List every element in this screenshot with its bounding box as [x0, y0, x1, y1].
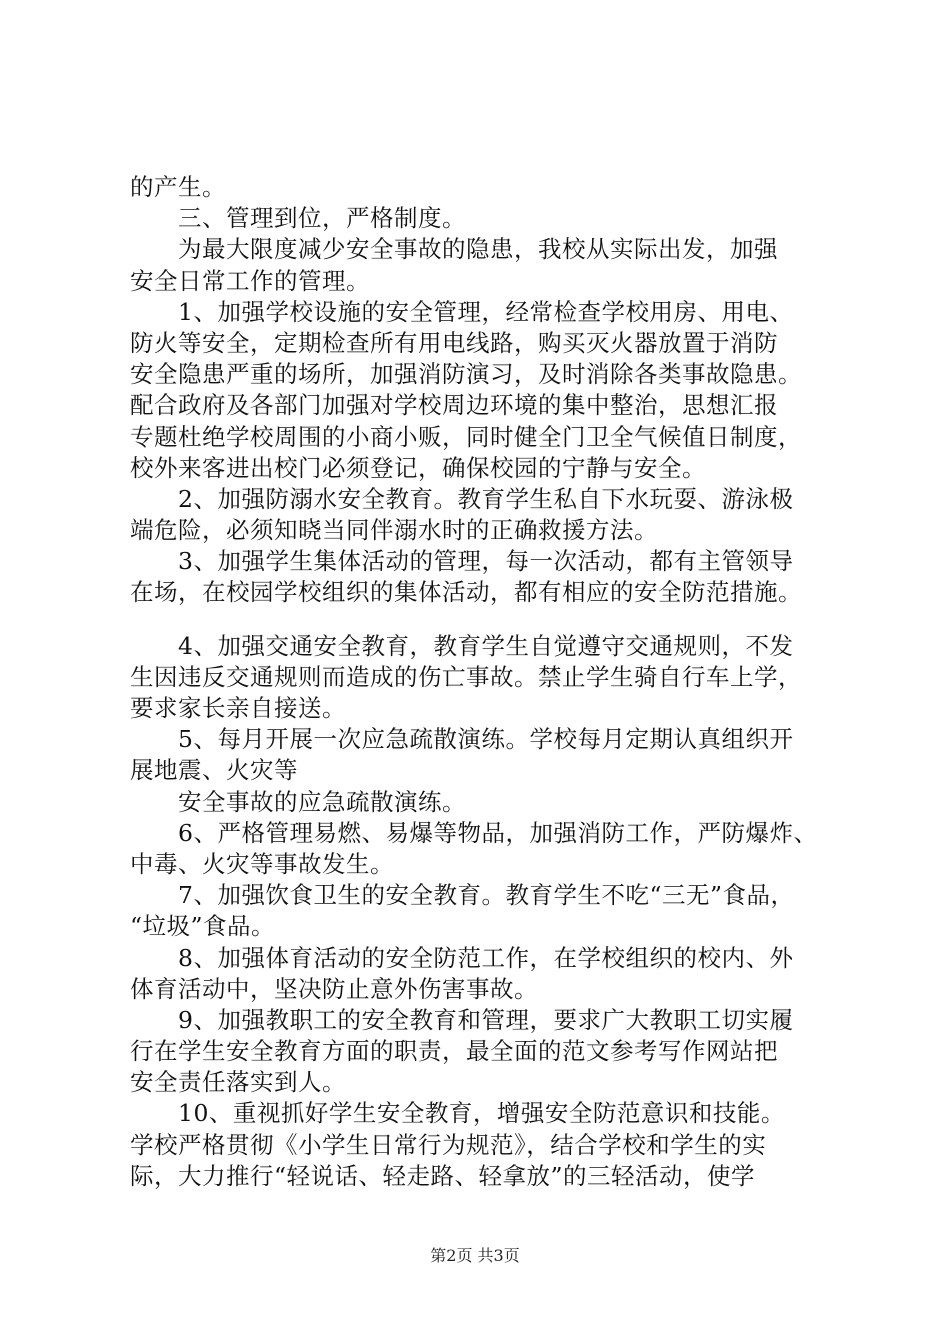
text-line: 端危险，必须知晓当同伴溺水时的正确救援方法。	[130, 516, 658, 545]
text-line: 在场，在校园学校组织的集体活动，都有相应的安全防范措施。	[130, 578, 802, 607]
text-line: 展地震、火灾等	[130, 756, 298, 785]
text-line: 三、管理到位，严格制度。	[178, 204, 466, 233]
text-line: 要求家长亲自接送。	[130, 694, 346, 722]
text-line: 为最大限度减少安全事故的隐患，我校从实际出发，加强	[178, 235, 778, 264]
text-line: 的产生。	[130, 173, 226, 201]
document-body	[130, 172, 850, 1192]
text-line: 4、加强交通安全教育，教育学生自觉遵守交通规则，不发	[178, 631, 794, 660]
text-line: “垃圾”食品。	[130, 912, 276, 941]
text-line: 安全事故的应急疏散演练。	[178, 787, 466, 816]
text-line: 安全日常工作的管理。	[130, 266, 370, 295]
text-line: 学校严格贯彻《小学生日常行为规范》，结合学校和学生的实	[130, 1130, 767, 1159]
paragraph-gap	[130, 609, 850, 631]
text-line: 8、加强体育活动的安全防范工作，在学校组织的校内、外	[178, 943, 794, 972]
text-line: 专题杜绝学校周围的小商小贩，同时健全门卫全气候值日制度，	[130, 422, 802, 451]
text-line: 7、加强饮食卫生的安全教育。教育学生不吃“三无”食品，	[178, 881, 795, 910]
text-line: 防火等安全，定期检查所有用电线路，购买灭火器放置于消防	[130, 328, 778, 357]
text-line: 5、每月开展一次应急疏散演练。学校每月定期认真组织开	[178, 725, 794, 754]
text-line: 1、加强学校设施的安全管理，经常检查学校用房、用电、	[178, 297, 794, 326]
text-line: 9、加强教职工的安全教育和管理，要求广大教职工切实履	[178, 1005, 794, 1034]
text-line: 3、加强学生集体活动的管理，每一次活动，都有主管领导	[178, 547, 794, 576]
text-line: 安全责任落实到人。	[130, 1068, 346, 1097]
text-line: 中毒、火灾等事故发生。	[130, 849, 394, 878]
text-line: 6、严格管理易燃、易爆等物品，加强消防工作，严防爆炸、	[178, 818, 818, 847]
page-footer: 第2页 共3页	[430, 1246, 520, 1265]
text-line: 10、重视抓好学生安全教育，增强安全防范意识和技能。	[178, 1099, 785, 1128]
text-line: 行在学生安全教育方面的职责，最全面的范文参考写作网站把	[130, 1037, 778, 1066]
text-line: 生因违反交通规则而造成的伤亡事故。禁止学生骑自行车上学，	[130, 662, 802, 691]
text-line: 2、加强防溺水安全教育。教育学生私自下水玩耍、游泳极	[178, 484, 794, 513]
text-line: 校外来客进出校门必须登记，确保校园的宁静与安全。	[130, 453, 706, 482]
text-line: 体育活动中，坚决防止意外伤害事故。	[130, 974, 538, 1003]
text-line: 配合政府及各部门加强对学校周边环境的集中整治，思想汇报	[130, 391, 778, 420]
text-line: 安全隐患严重的场所，加强消防演习，及时消除各类事故隐患。	[130, 360, 802, 389]
text-line: 际，大力推行“轻说话、轻走路、轻拿放”的三轻活动，使学	[130, 1161, 756, 1190]
